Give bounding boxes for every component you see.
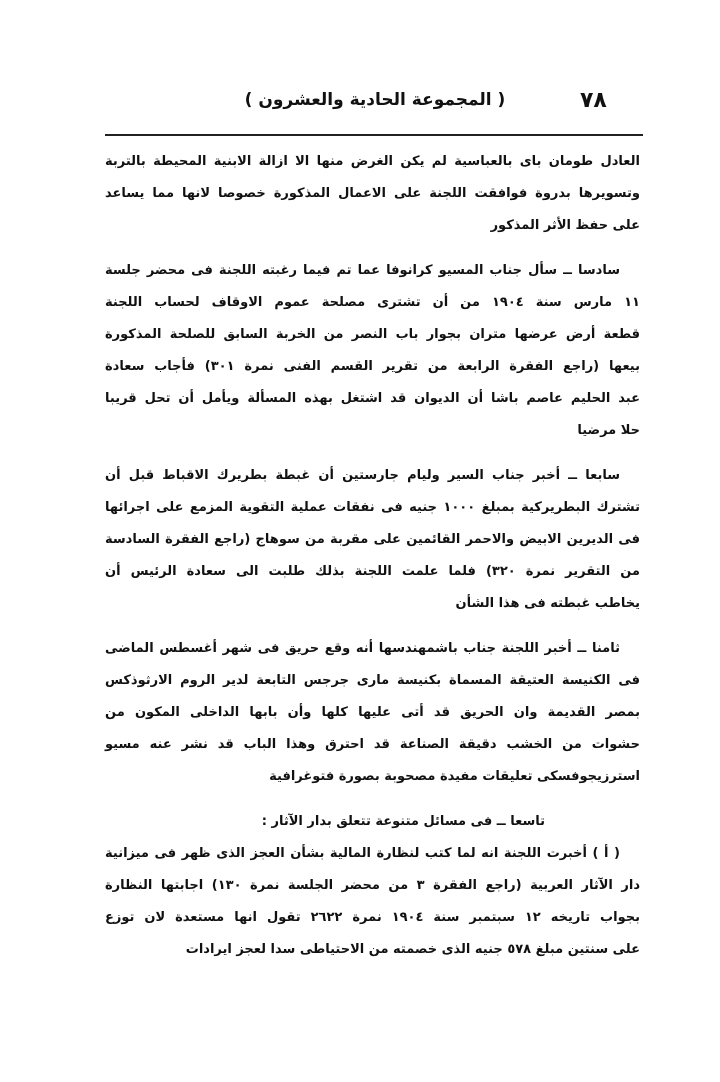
text-line: فى الديرين الابيض والاحمر القائمين على مقربة من سوهاج (راجع الفقرة السادسة <box>105 532 640 547</box>
text-line: يخاطب غبطته فى هذا الشأن <box>455 596 640 611</box>
text-line: على حفظ الأثر المذكور <box>490 218 640 233</box>
paragraph <box>105 633 640 793</box>
text-line: ( أ ) أخبرت اللجنة انه لما كتب لنظارة المالية بشأن العجز الذى ظهر فى ميزانية <box>105 846 620 861</box>
text-line: وتسويرها بدروة فوافقت اللجنة على الاعمال المذكورة خصوصا لانها مما يساعد <box>105 186 640 201</box>
text-line: بجواب تاريخه ١٢ سبتمبر سنة ١٩٠٤ نمرة ٢٦٢٢ تقول انها مستعدة لان توزع <box>105 910 640 925</box>
text-line: على سنتين مبلغ ٥٧٨ جنيه الذى خصمته من الاحتياطى سدا لعجز ايرادات <box>185 942 640 957</box>
text-line: فى الكنيسة العتيقة المسماة بكنيسة مارى جرجس التابعة لدير الروم الارثوذكس <box>105 673 640 688</box>
text-line: استرزيجوفسكى تعليقات مفيدة مصحوبة بصورة فتوغرافية <box>269 769 640 784</box>
text-line: ١١ مارس سنة ١٩٠٤ من أن تشترى مصلحة عموم الاوقاف لحساب اللجنة <box>105 295 640 310</box>
header-rule <box>105 134 643 136</box>
text-line: بيعها (راجع الفقرة الرابعة من تقرير القسم الفنى نمرة ٣٠١) فأجاب سعادة <box>105 359 640 374</box>
text-line: حشوات من الخشب دقيقة الصناعة قد احترق وهذا الباب قد نشر عنه مسيو <box>105 737 640 752</box>
paragraph <box>105 146 640 242</box>
paragraph <box>105 255 640 447</box>
paragraph <box>105 838 640 966</box>
text-line: حلا مرضيا <box>577 423 640 438</box>
text-line: سادسا ــ سأل جناب المسيو كرانوفا عما تم فيما رغبته اللجنة فى محضر جلسة <box>105 263 620 278</box>
text-line: تاسعا ــ فى مسائل متنوعة تتعلق بدار الآثار : <box>261 814 545 829</box>
running-header-title: ( المجموعة الحادية والعشرون ) <box>244 90 506 110</box>
text-line: دار الآثار العربية (راجع الفقرة ٣ من محضر الجلسة نمرة ١٣٠) اجابتها النظارة <box>105 878 640 893</box>
text-line: العادل طومان باى بالعباسية لم يكن الغرض منها الا ازالة الابنية المحيطة بالتربة <box>105 154 640 169</box>
text-line: من التقرير نمرة ٣٢٠) فلما علمت اللجنة بذلك طلبت الى سعادة الرئيس أن <box>105 564 640 579</box>
text-line: سابعا ــ أخبر جناب السير وليام جارستين أن غبطة بطريرك الاقباط قبل أن <box>105 468 620 483</box>
text-line: تشترك البطريركية بمبلغ ١٠٠٠ جنيه فى نفقات عملية التقوية المزمع على اجرائها <box>105 500 640 515</box>
text-line: قطعة أرض عرضها متران بجوار باب النصر من الخربة السابق للصلحة المذكورة <box>105 327 640 342</box>
paragraph <box>105 806 640 838</box>
paragraph <box>105 460 640 620</box>
text-line: بمصر القديمة وان الحريق قد أتى عليها كلها وأن بابها الداخلى المكون من <box>105 705 640 720</box>
text-line: عبد الحليم عاصم باشا أن الديوان قد اشتغل بهذه المسألة ويأمل أن تحل قريبا <box>105 391 640 406</box>
document-body <box>105 146 640 979</box>
text-line: ثامنا ــ أخبر اللجنة جناب باشمهندسها أنه وقع حريق فى شهر أغسطس الماضى <box>105 641 620 656</box>
page-number: ٧٨ <box>580 88 607 113</box>
